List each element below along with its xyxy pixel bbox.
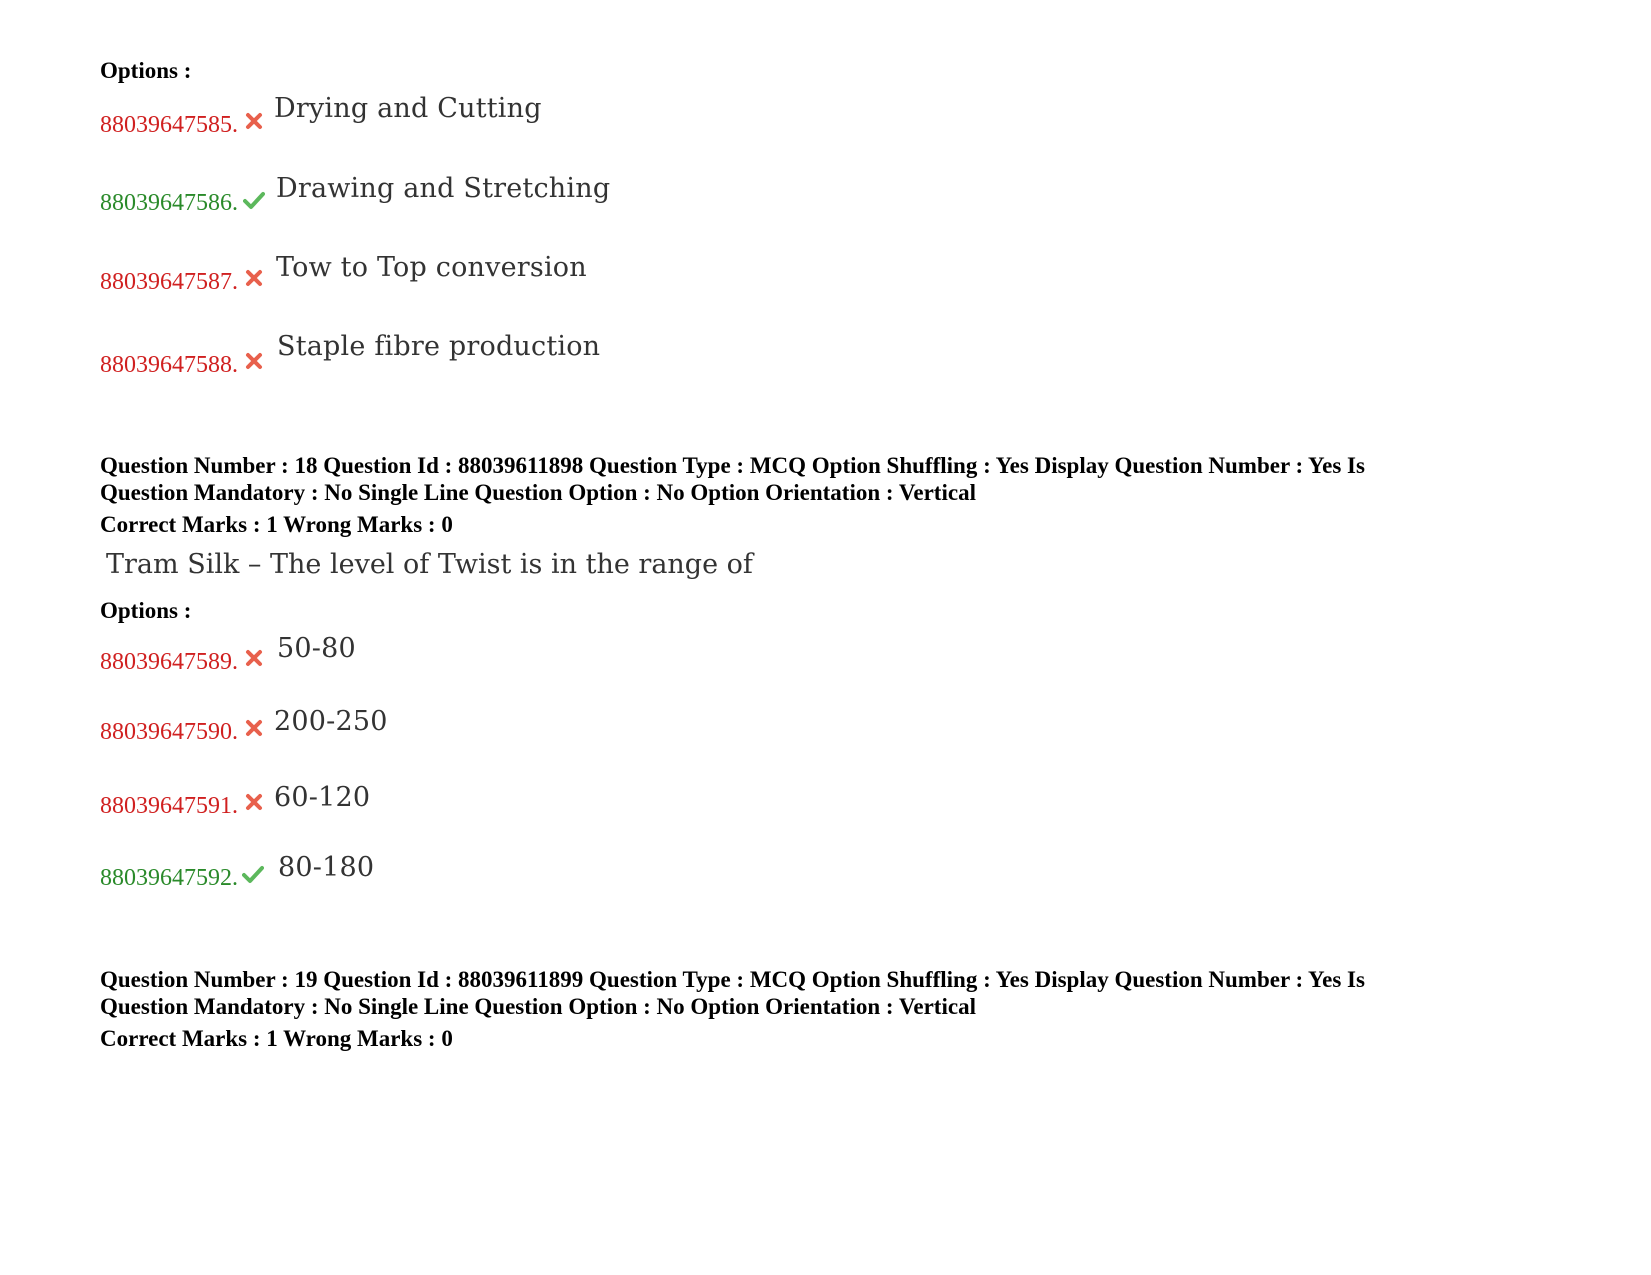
options-label: Options : — [100, 58, 192, 83]
option-id: 88039647588. — [100, 352, 238, 378]
check-icon — [243, 190, 265, 210]
option-id: 88039647591. — [100, 793, 238, 819]
cross-icon — [244, 718, 264, 738]
question-meta-line1: Question Number : 19 Question Id : 88039611899 Question Type : MCQ Option Shuffling : Yes Display Question Number : Yes Is — [100, 967, 1365, 992]
question-marks: Correct Marks : 1 Wrong Marks : 0 — [100, 1026, 453, 1051]
cross-icon — [244, 648, 264, 668]
check-icon — [242, 864, 264, 884]
option-text: 200-250 — [274, 706, 388, 737]
cross-icon — [244, 111, 264, 131]
option-id: 88039647587. — [100, 269, 238, 295]
option-text: Drying and Cutting — [274, 93, 542, 124]
option-text: Staple fibre production — [277, 331, 601, 362]
cross-icon — [244, 351, 264, 371]
option-id: 88039647592. — [100, 865, 238, 891]
option-id: 88039647586. — [100, 190, 238, 216]
cross-icon — [244, 268, 264, 288]
question-marks: Correct Marks : 1 Wrong Marks : 0 — [100, 512, 453, 537]
option-text: 80-180 — [278, 852, 375, 883]
question-meta-line2: Question Mandatory : No Single Line Question Option : No Option Orientation : Vertical — [100, 480, 976, 505]
question-meta-line1: Question Number : 18 Question Id : 88039611898 Question Type : MCQ Option Shuffling : Yes Display Question Number : Yes Is — [100, 453, 1365, 478]
option-text: 50-80 — [277, 633, 356, 664]
options-label: Options : — [100, 598, 192, 623]
cross-icon — [244, 792, 264, 812]
option-id: 88039647589. — [100, 649, 238, 675]
option-text: Tow to Top conversion — [276, 252, 587, 283]
question-meta-line2: Question Mandatory : No Single Line Question Option : No Option Orientation : Vertical — [100, 994, 976, 1019]
option-text: Drawing and Stretching — [276, 173, 611, 204]
question-text: Tram Silk – The level of Twist is in the range of — [106, 549, 753, 580]
option-id: 88039647590. — [100, 719, 238, 745]
option-text: 60-120 — [274, 782, 371, 813]
option-id: 88039647585. — [100, 112, 238, 138]
